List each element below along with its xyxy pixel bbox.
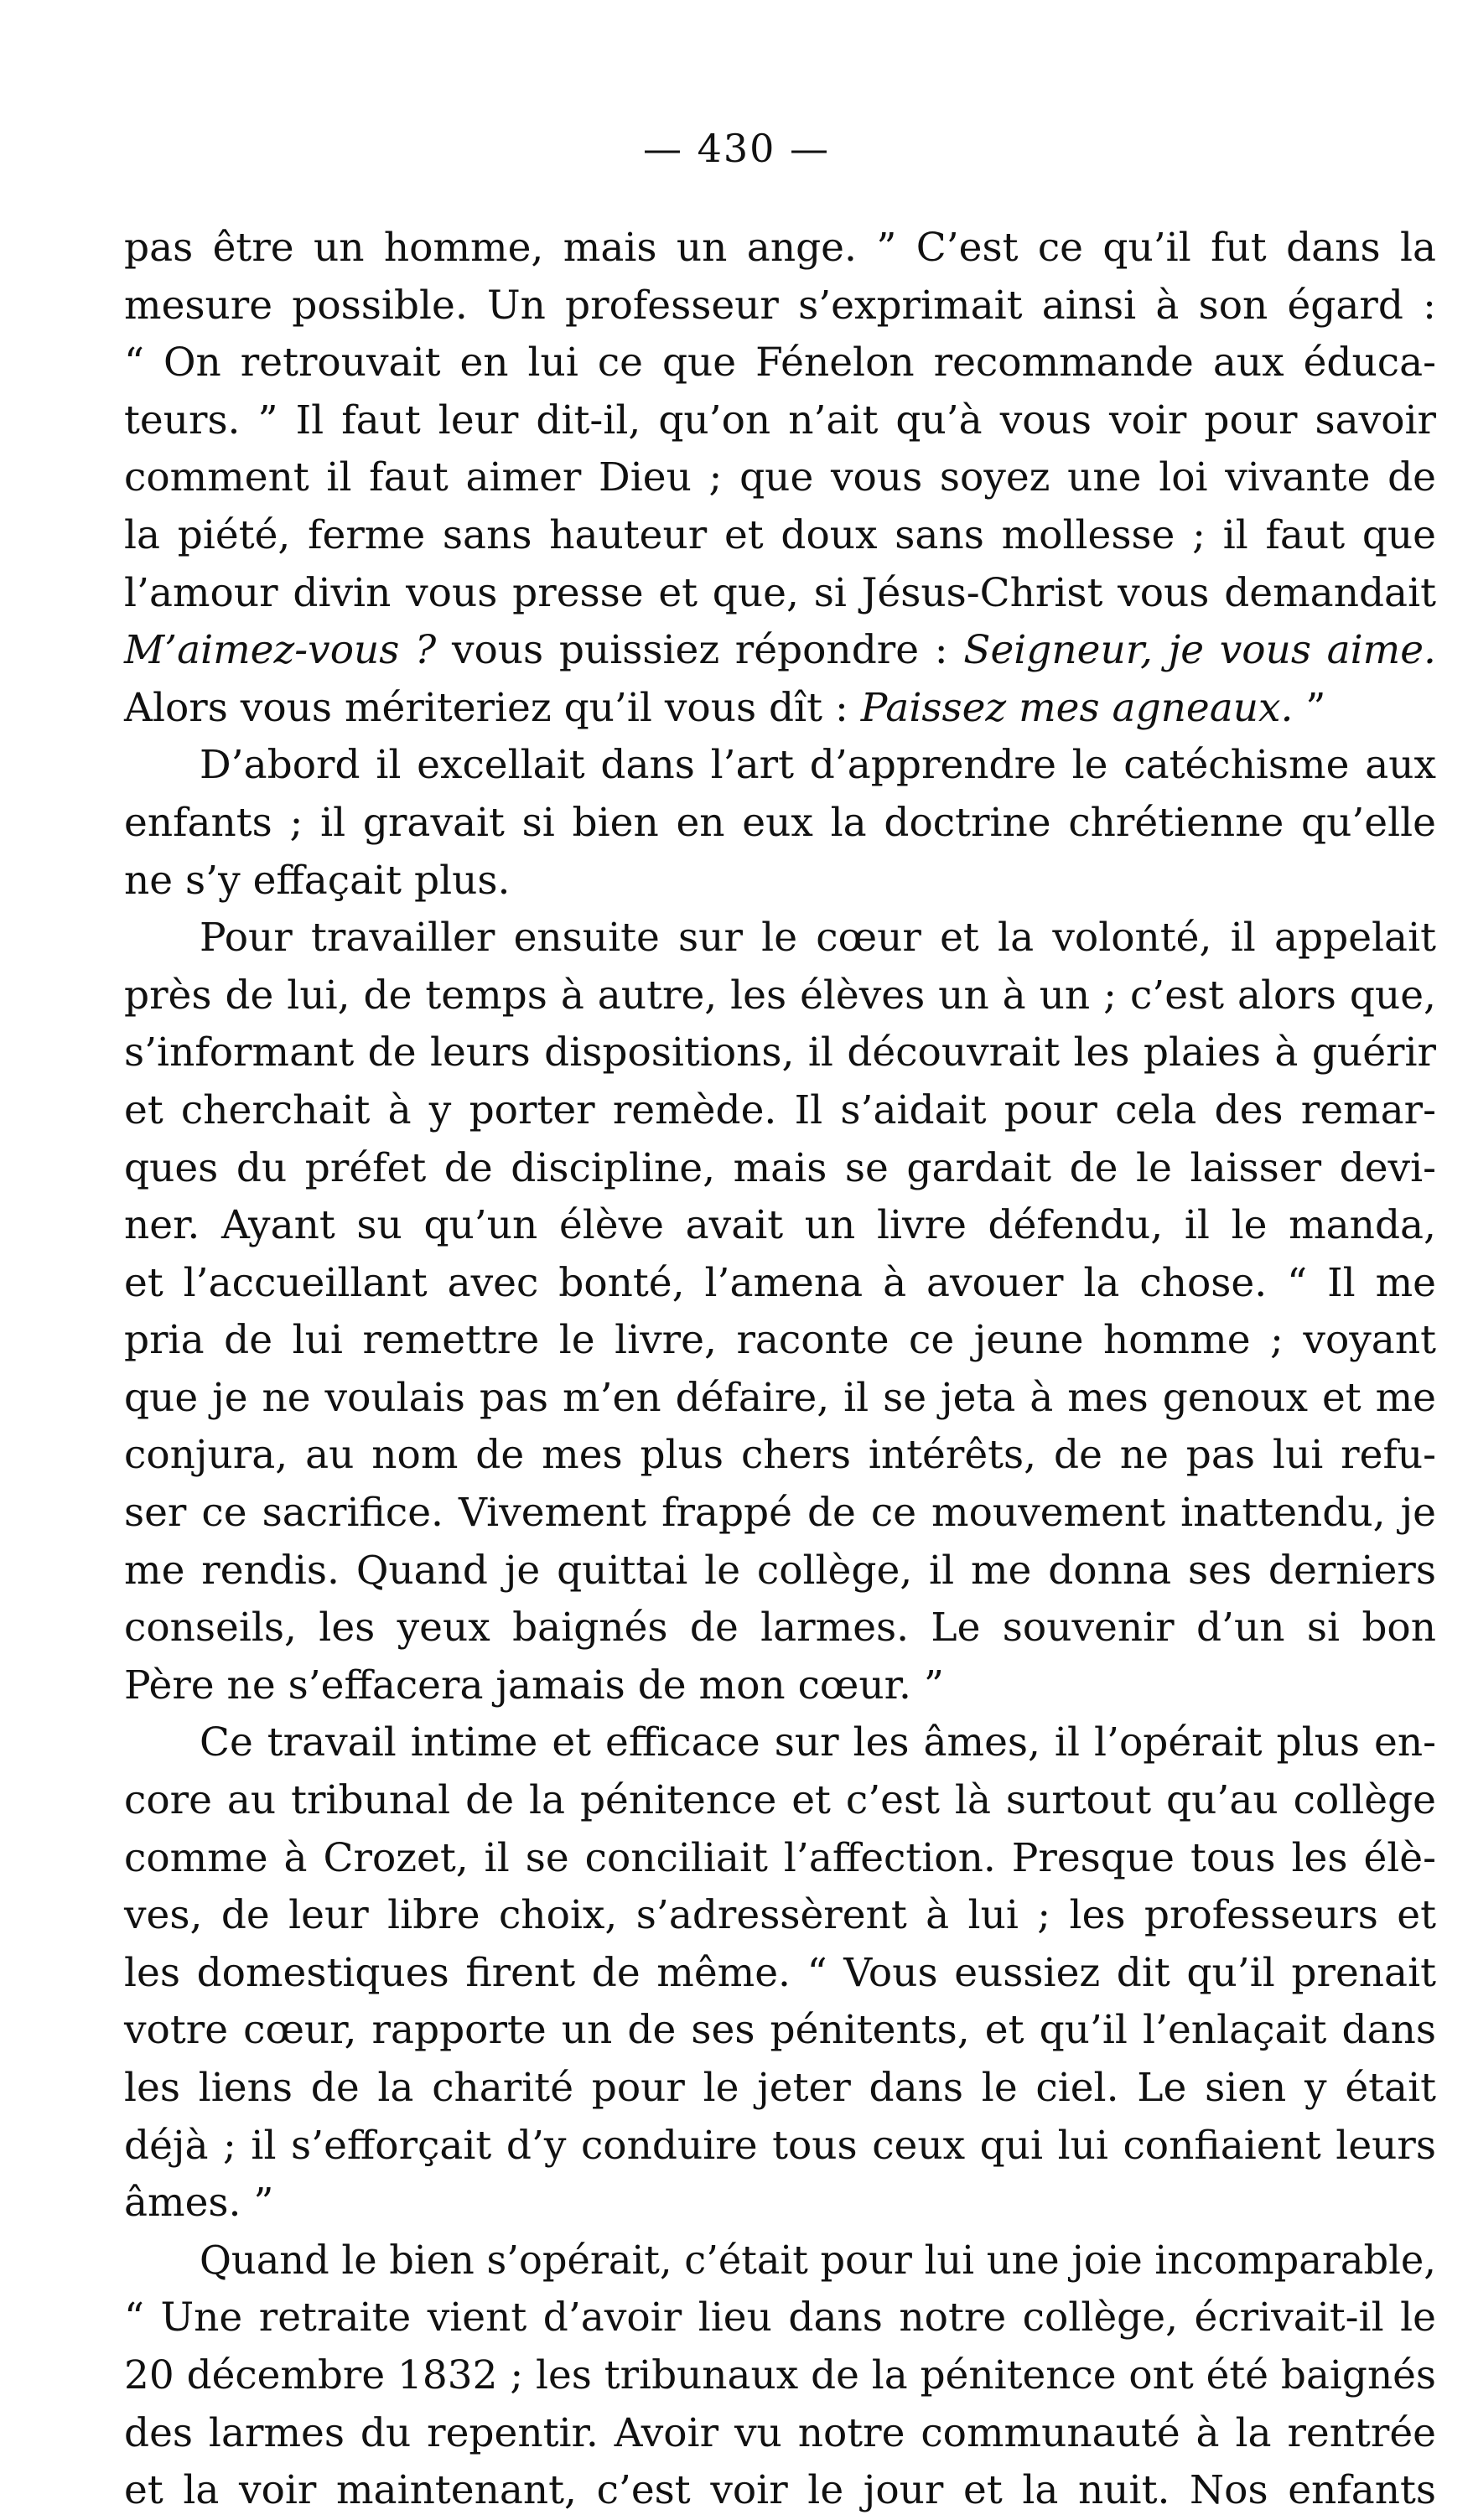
text-segment: Pour travailler ensuite sur le cœur et la volonté, il appelait [200,915,1436,962]
text-segment: teurs. ” Il faut leur dit-il, qu’on n’ait qu’à vous voir pour savoir [124,397,1436,443]
italic-text: Paissez mes agneaux. [860,684,1294,731]
text-segment: déjà ; il s’efforçait d’y conduire tous ceux qui lui confiaient leurs [124,2122,1436,2169]
text-line [124,2118,1436,2175]
text-segment: ” [1293,684,1326,731]
text-line [124,2060,1436,2118]
italic-text: M’aimez-vous ? [124,627,437,674]
text-line [124,2002,1436,2060]
text-line [124,795,1436,853]
text-segment: ques du préfet de discipline, mais se gardait de le laisser devi- [124,1144,1436,1191]
text-line [124,392,1436,450]
text-line [124,1714,1436,1772]
text-line [124,334,1436,392]
text-line [124,622,1436,680]
text-line [124,1657,1436,1715]
text-segment: 20 décembre 1832 ; les tribunaux de la pénitence ont été baignés [124,2351,1436,2398]
text-line [124,2232,1436,2290]
text-line [124,737,1436,795]
text-line [124,1485,1436,1543]
text-line [124,1140,1436,1198]
text-line [124,2405,1436,2463]
text-segment: me rendis. Quand je quittai le collège, il me donna ses derniers [124,1547,1436,1594]
text-line [124,910,1436,967]
text-line [124,1197,1436,1255]
text-segment: “ On retrouvait en lui ce que Fénelon recommande aux éduca- [124,340,1436,386]
text-line [124,680,1436,738]
text-segment: comme à Crozet, il se conciliait l’affection. Presque tous les élè- [124,1834,1436,1881]
text-segment: Quand le bien s’opérait, c’était pour lui une joie incomparable, [200,2237,1436,2284]
text-segment: “ Une retraite vient d’avoir lieu dans notre collège, écrivait-il le [124,2294,1436,2341]
text-segment: les domestiques firent de même. “ Vous eussiez dit qu’il prenait [124,1949,1436,1996]
text-segment: âmes. ” [124,2180,274,2227]
text-segment: et l’accueillant avec bonté, l’amena à avouer la chose. “ Il me [124,1259,1436,1306]
text-line [124,220,1436,277]
text-line [124,1600,1436,1657]
page-number: — 430 — [642,126,831,171]
text-line [124,1772,1436,1830]
italic-text: Seigneur, je vous aime. [963,627,1436,674]
text-line [124,1312,1436,1370]
text-segment: des larmes du repentir. Avoir vu notre communauté à la rentrée [124,2409,1436,2456]
body-text [124,220,1436,2520]
text-segment: les liens de la charité pour le jeter dans le ciel. Le sien y était [124,2065,1436,2111]
text-segment: ser ce sacrifice. Vivement frappé de ce mouvement inattendu, je [124,1490,1436,1537]
text-line [124,1830,1436,1888]
text-line [124,2175,1436,2232]
text-line [124,2462,1436,2520]
text-segment: core au tribunal de la pénitence et c’est là surtout qu’au collège [124,1777,1436,1824]
text-line [124,277,1436,335]
text-segment: que je ne voulais pas m’en défaire, il se jeta à mes genoux et me [124,1374,1436,1421]
text-line [124,967,1436,1025]
text-segment: mesure possible. Un professeur s’exprimait ainsi à son égard : [124,282,1436,329]
text-line [124,2289,1436,2347]
text-segment: s’informant de leurs dispositions, il découvrait les plaies à guérir [124,1029,1436,1076]
text-line [124,1887,1436,1945]
text-segment: ves, de leur libre choix, s’adressèrent à lui ; les professeurs et [124,1892,1436,1939]
text-line [124,2347,1436,2405]
text-line [124,1370,1436,1428]
text-segment: comment il faut aimer Dieu ; que vous soyez une loi vivante de [124,454,1436,501]
text-line [124,1945,1436,2003]
text-line [124,1427,1436,1485]
text-segment: pria de lui remettre le livre, raconte ce jeune homme ; voyant [124,1317,1436,1364]
text-line [124,565,1436,623]
text-segment: ne s’y effaçait plus. [124,857,511,904]
text-segment: ner. Ayant su qu’un élève avait un livre défendu, il le manda, [124,1202,1436,1249]
text-segment: l’amour divin vous presse et que, si Jésus-Christ vous demandait [124,569,1436,616]
text-segment: votre cœur, rapporte un de ses pénitents, et qu’il l’enlaçait dans [124,2007,1436,2054]
text-line [124,507,1436,565]
text-segment: et la voir maintenant, c’est voir le jour et la nuit. Nos enfants [124,2467,1436,2514]
text-segment: Père ne s’effacera jamais de mon cœur. ” [124,1662,944,1709]
text-segment: Ce travail intime et efficace sur les âmes, il l’opérait plus en- [200,1719,1436,1766]
text-line [124,1543,1436,1600]
text-segment: pas être un homme, mais un ange. ” C’est ce qu’il fut dans la [124,225,1436,271]
text-segment: enfants ; il gravait si bien en eux la doctrine chrétienne qu’elle [124,799,1436,846]
text-segment: conjura, au nom de mes plus chers intérêts, de ne pas lui refu- [124,1432,1436,1479]
text-line [124,1255,1436,1313]
text-line [124,1082,1436,1140]
text-line [124,449,1436,507]
text-segment: près de lui, de temps à autre, les élèves un à un ; c’est alors que, [124,972,1436,1019]
text-segment: la piété, ferme sans hauteur et doux sans mollesse ; il faut que [124,511,1436,558]
text-segment: conseils, les yeux baignés de larmes. Le souvenir d’un si bon [124,1605,1436,1651]
text-line [124,1024,1436,1082]
text-line [124,853,1436,910]
text-segment: et cherchait à y porter remède. Il s’aidait pour cela des remar- [124,1086,1436,1133]
text-segment: vous puissiez répondre : [436,627,964,674]
text-segment: Alors vous mériteriez qu’il vous dît : [124,684,861,731]
text-segment: D’abord il excellait dans l’art d’apprendre le catéchisme aux [200,742,1436,789]
